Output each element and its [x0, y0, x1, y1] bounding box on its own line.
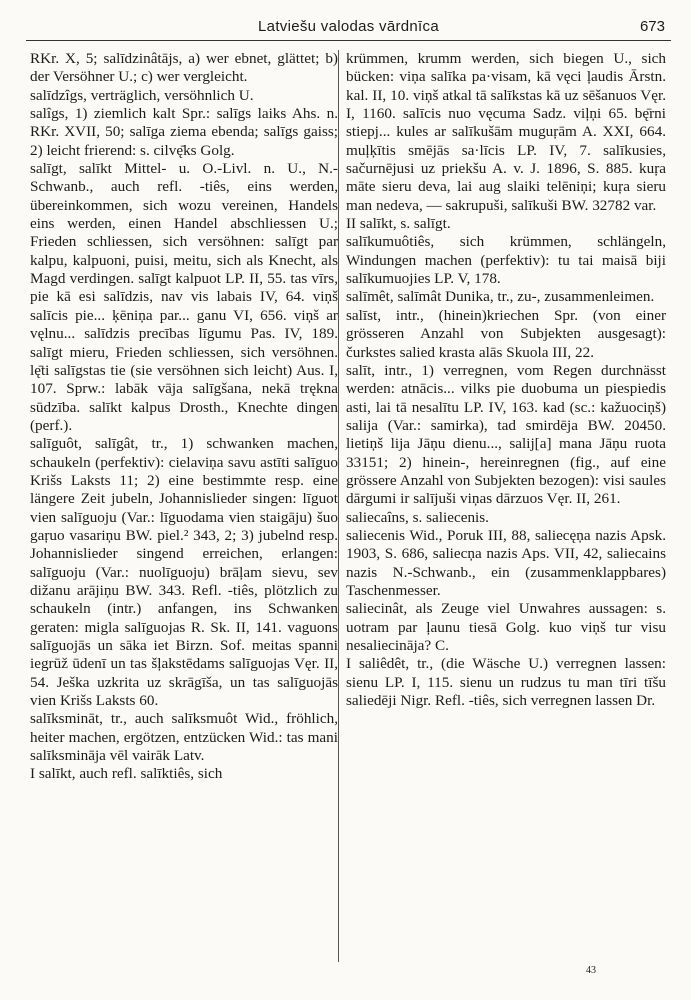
page-header [26, 18, 671, 41]
entry: saliecenis Wid., Poruk III, 88, saliecęņa nazis Apsk. 1903, S. 686, saliecņa nazis Aps. VII, 42, saliecains nazis N.-Schwanb., ein (zusammenklappbares) Taschenmesser. [346, 526, 666, 599]
entry: salīguôt, salīgât, tr., 1) schwanken machen, schaukeln (perfektiv): cielaviņa savu astīti salīguo Krišs Laksts 11; 2) eine bestimmte resp. eine längere Zeit jubeln, Johannislieder singen: līguot vien salīguoju (Var.: līguodama vien staigāju) šuo gaŗuo vasariņu BW. piel.² 343, 2; 3) jubelnd resp. Johannislieder singend erreichen, erlangen: salīguoju (Var.: nuolīguoju) brāļam sievu, sev dižanu arājiņu BW. 343. Refl. -tiês, plötzlich zu schaukeln (intr.) anfangen, ins Schwanken geraten: migla salīguojas R. Sk. II, 141. vaguons salīguojās un sāka iet Birzn. Sof. meitas spanni iegrūž ūdenī un tas šļakstēdams salīguojas Vęr. II, 54. Ješka uzkrita uz skrāgīša, un tas salīguojās vien Krišs Laksts 60. [30, 435, 338, 710]
entry: saliecaîns, s. saliecenis. [346, 508, 489, 526]
entry: I salīkt, auch refl. salīktiês, sich [30, 765, 223, 783]
entry: salîgs, 1) ziemlich kalt Spr.: salīgs laiks Ahs. n. RKr. XVII, 50; salīga ziema ebenda; salīgs gaiss; 2) leicht frierend: s. cilvę̄ks Golg. [30, 105, 338, 159]
left-column [30, 50, 338, 784]
entry: salīgt, salīkt Mittel- u. O.-Livl. n. U., N.-Schwanb., auch refl. -tiês, eins werden, übereinkommen, sich wozu vereinen, Handels eins werden, einen Handel abschliessen U.; Frieden schliessen, sich versöhnen: salīgt par kalpu, kalpuoni, puisi, meitu, sich als Knecht, als Magd verdingen. salīgt kalpuot LP. II, 55. tas vīrs, pie kā esi salīdzis, nav vis labais IV, 64. viņš salīcis pie... ķēniņa par... ganu VI, 656. viņš ar vęlnu... salīdzis precības līgumu Pas. IV, 189. salīgt mieru, Frieden schliessen, sich versöhnen. lę̄ti salīgstas tie (sie versöhnen sich leicht) Aus. I, 107. Sprw.: labāk vāja salīgšana, nekā trękna sūdzība. salīkt kalpus Drosth., Knechte dingen (perf.). [30, 160, 338, 434]
running-title: Latviešu valodas vārdnīca [258, 18, 439, 35]
entry: II salīkt, s. salīgt. [346, 215, 451, 233]
entry: saliecinât, als Zeuge viel Unwahres aussagen: s. uotram par ļaunu tiesā Golg. kuo viņš tur visu nesaliecināja? C. [346, 600, 666, 654]
right-column [346, 50, 666, 710]
printer-signature: 43 [586, 965, 596, 976]
entry: salīkumuôtiês, sich krümmen, schlängeln, Windungen machen (perfektiv): tu tai maisā biji salīkumuojies LP. V, 178. [346, 233, 666, 288]
entry: salīt, intr., 1) verregnen, vom Regen durchnässt werden: atnācis... vilks pie duobuma un piespiedis asti, lai tā nesalītu LP. IV, 163. kad (sc.: kažuociņš) salija (Var.: samirka), tad smirdēja BW. 20450. lietiņš lija Jāņu dienu..., salij[a] mana Jāņu ruota 33151; 2) hinein-, hereinregnen (fig., auf eine grössere Anzahl von Subjekten bezogen): visi saules dārgumi ir salījuši viņas dārzuos Vęr. II, 261. [346, 361, 666, 508]
entry: salīmêt, salīmât Dunika, tr., zu-, zusammenleimen. [346, 288, 655, 306]
entry: I saliêdêt, tr., (die Wäsche U.) verregnen lassen: sienu LP. I, 115. sienu un rudzus tu man tīri tīšu saliedēji Nigr. Refl. -tiês, sich verregnen lassen Dr. [346, 655, 666, 710]
entry: RKr. X, 5; salīdzinâtājs, a) wer ebnet, glättet; b) der Versöhner U.; c) wer vergleicht. [30, 50, 338, 86]
entry: salīksmināt, tr., auch salīksmuôt Wid., fröhlich, heiter machen, ergötzen, entzücken Wid.: tas mani salīksmināja vēl vairāk Latv. [30, 710, 338, 765]
page-number: 673 [639, 18, 665, 35]
entry: salīst, intr., (hinein)kriechen Spr. (von einer grösseren Anzahl von Subjekten ausgesagt): čurkstes salied krasta alās Skuola III, 22. [346, 306, 666, 361]
entry: krümmen, krumm werden, sich biegen U., sich bücken: viņa salīka pa·visam, kā vęci ļaudis Ārstn. kal. II, 10. viņš atkal tā salīkstas kā uz sēšanuos Vęr. I, 1160. salīcis nuo vęcuma Sadz. viļņi 65. bę̄rni stiepj... kules ar salīkušām muguŗām A. XXI, 664. muļķītis smējās sa·līcis LP. IV, 7. salīkusies, sačurnējusi uz priekšu A. v. J. 1896, S. 885. kuŗa māte sieru deva, lai aug slaiki telēniņi; kuŗa sieru man nedeva, — sakrupuši, salīkuši BW. 32782 var. [346, 50, 666, 214]
entry: salīdzîgs, verträglich, versöhnlich U. [30, 86, 254, 104]
column-divider [338, 50, 339, 962]
